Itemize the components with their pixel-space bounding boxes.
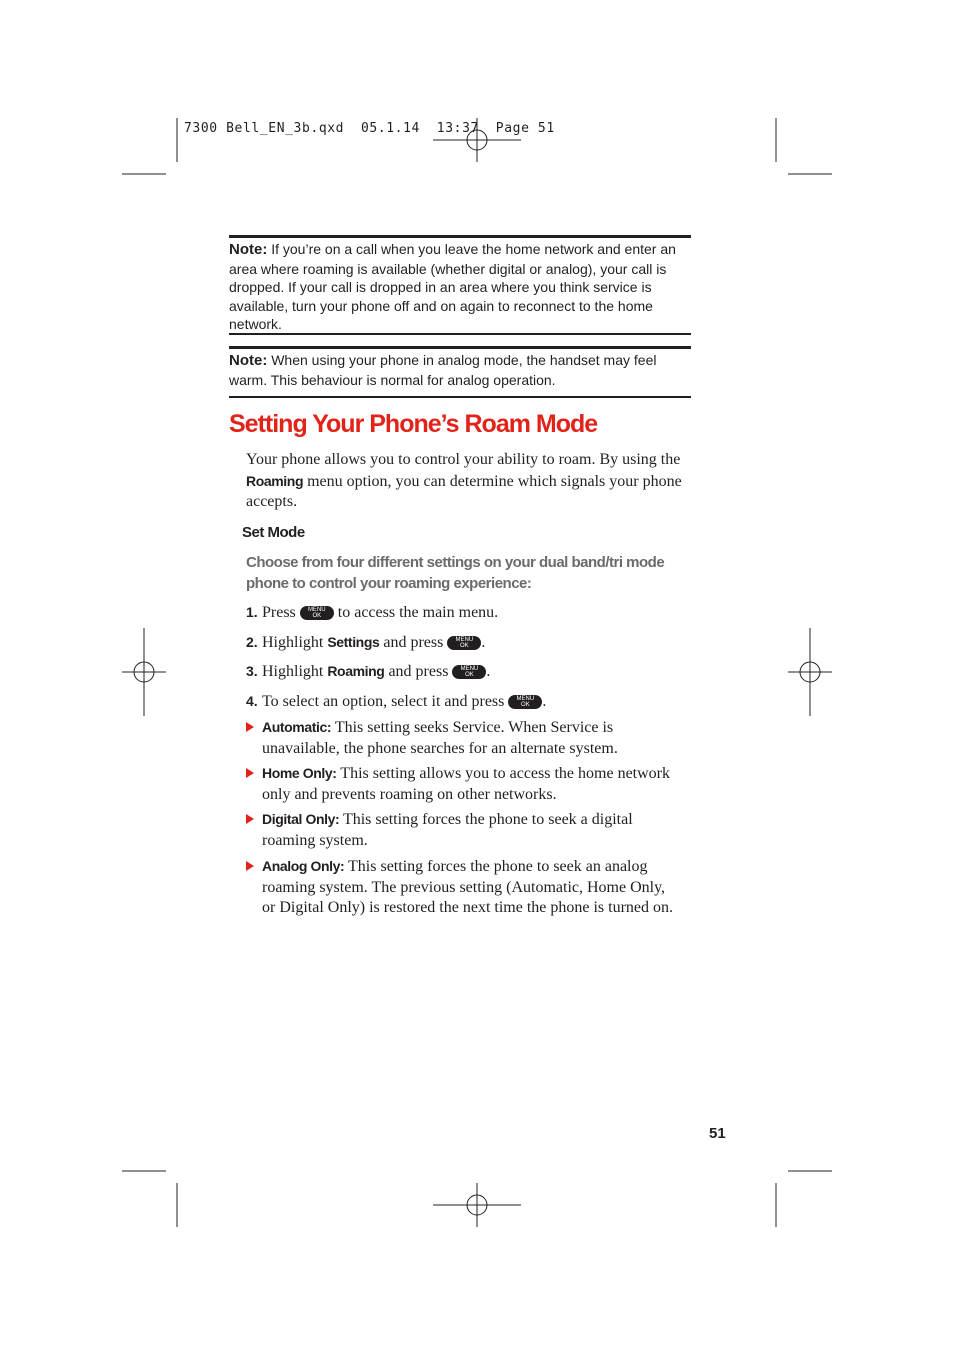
option-label: Automatic: — [262, 719, 332, 735]
menu-ok-key-icon: MENU OK — [508, 695, 542, 709]
step-4: 4. To select an option, select it and press MENU OK . — [246, 693, 547, 710]
option-analog-only: Analog Only: This setting forces the phone to seek an analog roaming system. The previous setting (Automatic, Home Only, or Digital Only) is restored the next time the phone is turned on. — [246, 856, 676, 919]
note-label: Note: — [229, 241, 268, 258]
roaming-term: Roaming — [246, 472, 304, 489]
step-number: 2. — [246, 634, 258, 650]
subheading-set-mode: Set Mode — [242, 524, 305, 541]
note-label: Note: — [229, 352, 268, 369]
menu-ok-key-icon: MENU OK — [447, 636, 481, 650]
triangle-bullet-icon — [246, 861, 254, 871]
step-1: 1. Press MENU OK to access the main menu. — [246, 604, 499, 621]
page-number: 51 — [709, 1125, 726, 1142]
triangle-bullet-icon — [246, 814, 254, 824]
option-automatic: Automatic: This setting seeks Service. When Service is unavailable, the phone searches for an alternate system. — [246, 717, 676, 759]
intro-paragraph: Your phone allows you to control your ability to roam. By using the Roaming menu option, you can determine which signals your phone accepts. — [246, 451, 682, 510]
note-text: If you’re on a call when you leave the home network and enter an area where roaming is available (whether digital or analog), your call is dropped. If your call is dropped in an area where you think service is available, turn your phone off and on again to reconnect to the home network. — [229, 241, 676, 333]
menu-ok-key-icon: MENU OK — [452, 665, 486, 679]
lead-paragraph: Choose from four different settings on your dual band/tri mode phone to control your roaming experience: — [246, 554, 665, 592]
note-text: When using your phone in analog mode, the handset may feel warm. This behaviour is normal for analog operation. — [229, 352, 657, 388]
option-digital-only: Digital Only: This setting forces the phone to seek a digital roaming system. — [246, 809, 676, 851]
section-heading: Setting Your Phone’s Roam Mode — [229, 410, 598, 438]
step-3: 3. Highlight Roaming and press MENU OK . — [246, 663, 491, 680]
print-slug: 7300 Bell_EN_3b.qxd 05.1.14 13:37 Page 51 — [184, 121, 555, 136]
option-home-only: Home Only: This setting allows you to access the home network only and prevents roaming on other networks. — [246, 763, 676, 805]
note-analog-warm — [229, 346, 691, 398]
option-label: Analog Only: — [262, 858, 345, 874]
option-label: Home Only: — [262, 765, 337, 781]
note-roaming-calls — [229, 235, 691, 335]
option-label: Digital Only: — [262, 811, 340, 827]
settings-term: Settings — [327, 634, 380, 650]
step-number: 1. — [246, 604, 258, 620]
step-2: 2. Highlight Settings and press MENU OK . — [246, 634, 486, 651]
menu-ok-key-icon: MENU OK — [300, 606, 334, 620]
step-number: 3. — [246, 663, 258, 679]
triangle-bullet-icon — [246, 722, 254, 732]
step-number: 4. — [246, 693, 258, 709]
roaming-term: Roaming — [327, 663, 385, 679]
triangle-bullet-icon — [246, 768, 254, 778]
